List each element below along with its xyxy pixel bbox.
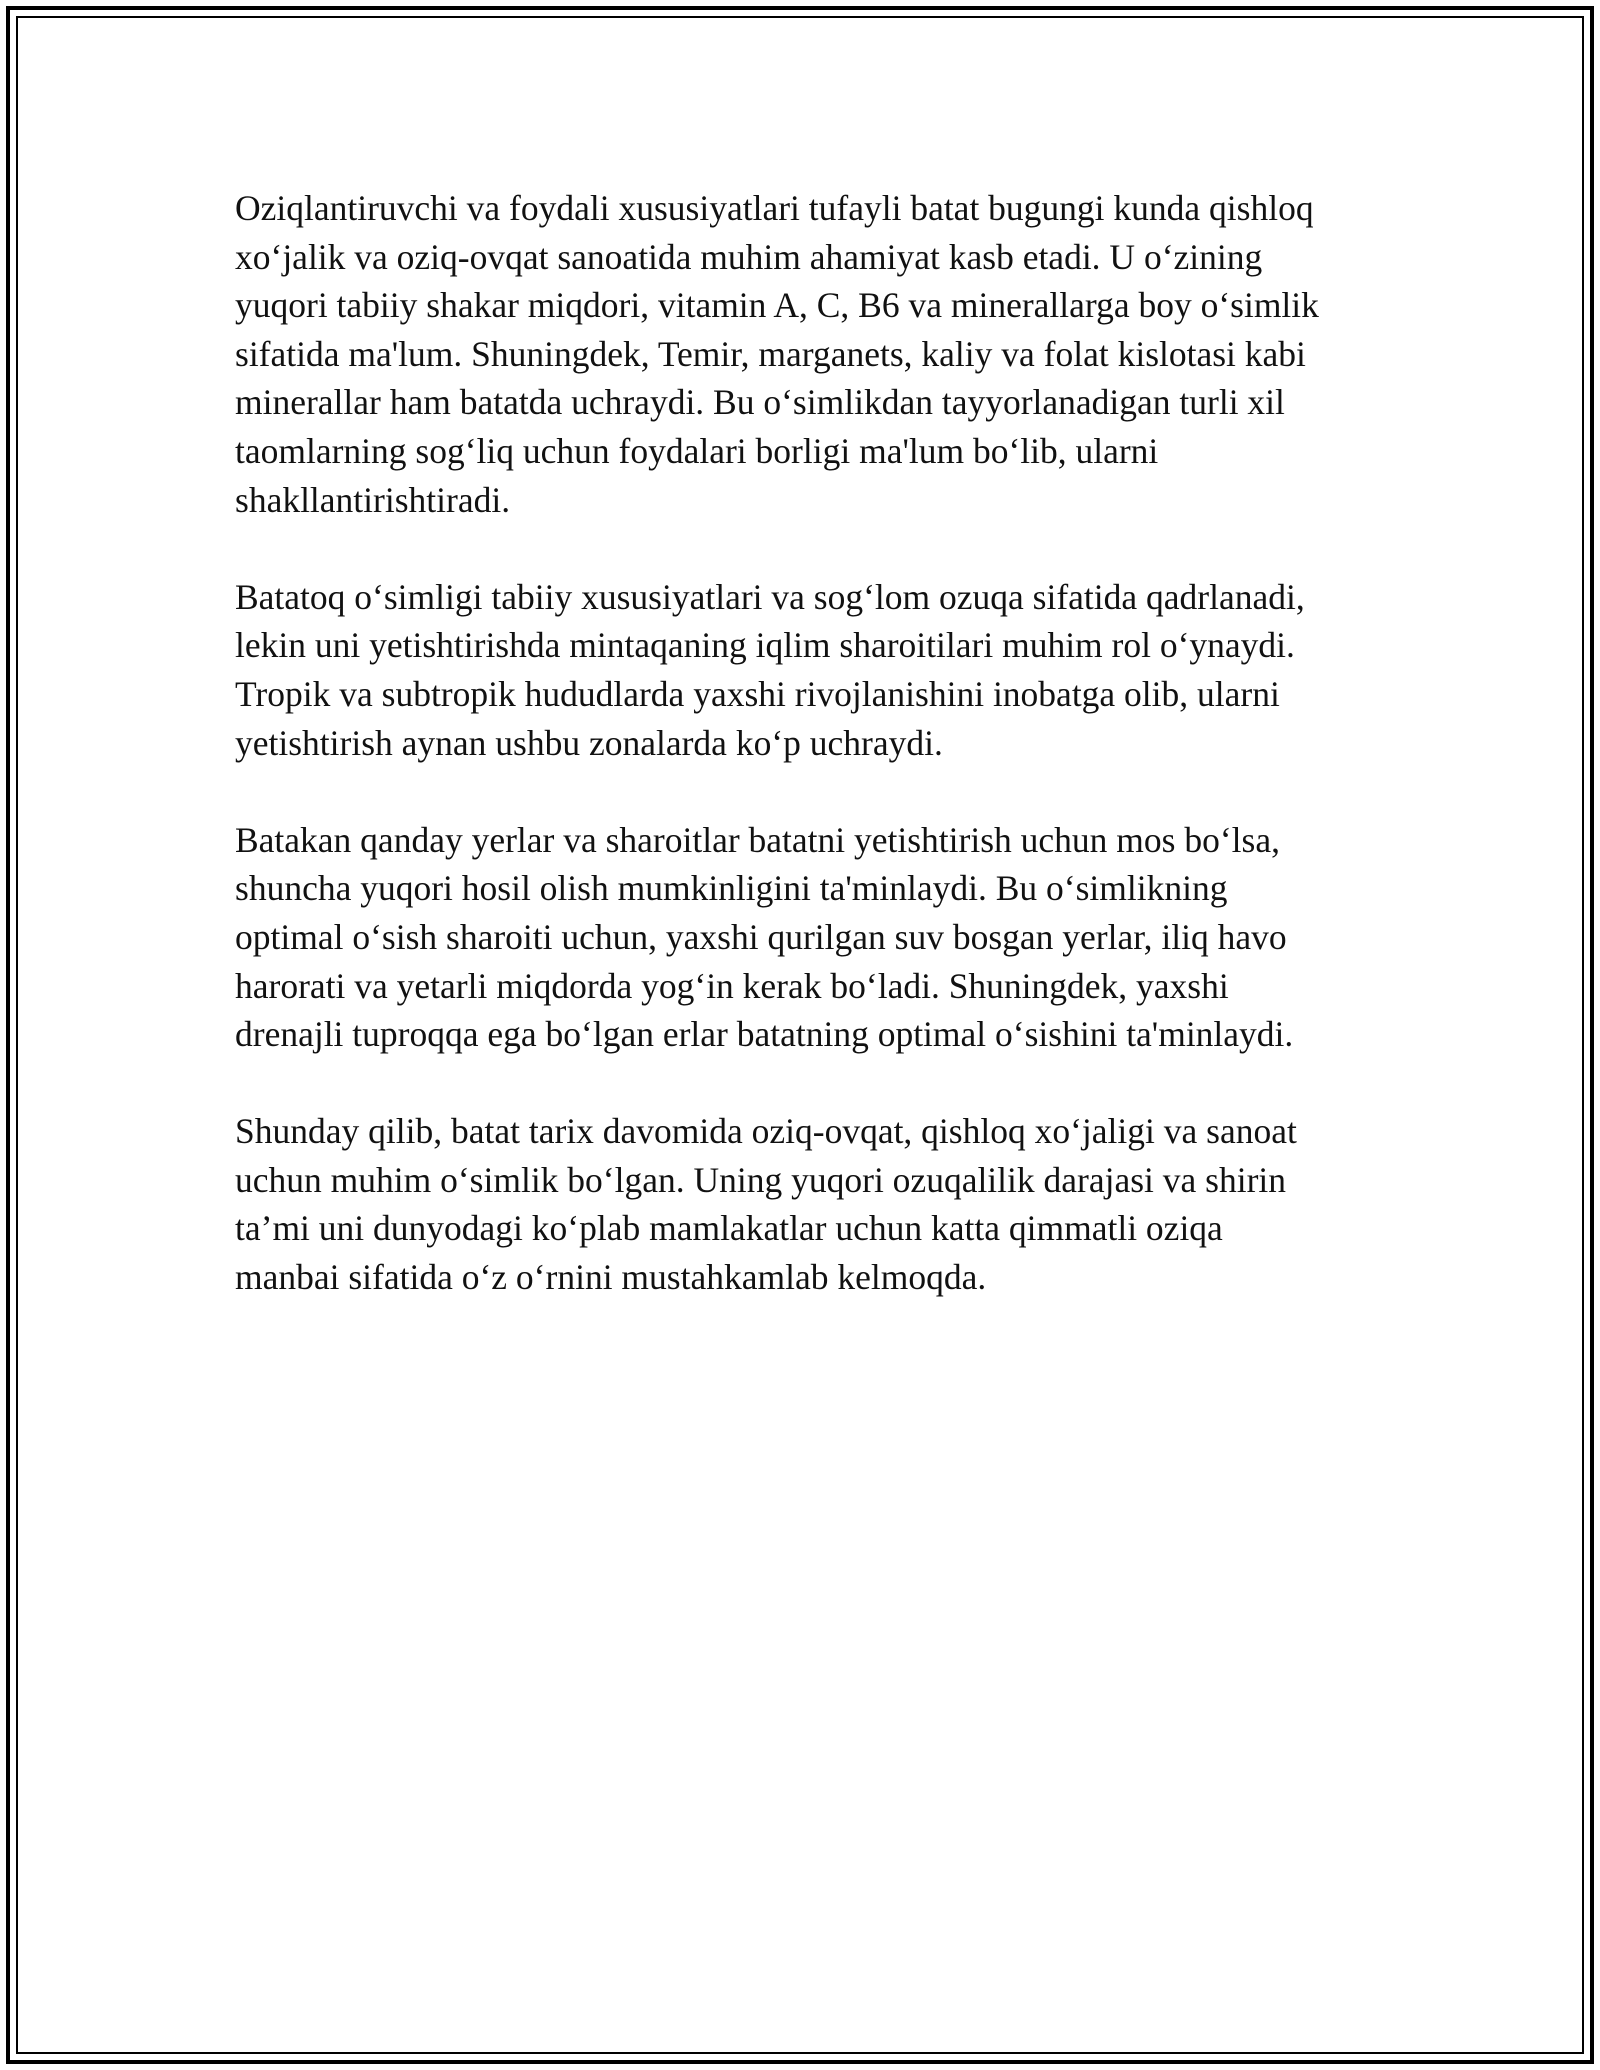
paragraph-2: Batatoq o‘simligi tabiiy xususiyatlari va sog‘lom ozuqa sifatida qadrlanadi, lekin uni yetishtirishda mintaqaning iqlim sharoitilari muhim rol o‘ynaydi. Tropik va subtropik hududlarda yaxshi rivojlanishini inobatga olib, ularni yetishtirish aynan ushbu zonalarda ko‘p uchraydi. bbox=[235, 576, 1305, 763]
document-body bbox=[235, 184, 1365, 1350]
paragraph-1: Oziqlantiruvchi va foydali xususiyatlari tufayli batat bugungi kunda qishloq xo‘jalik va oziq-ovqat sanoatida muhim ahamiyat kasb etadi. U o‘zining yuqori tabiiy shakar miqdori, vitamin A, C, B6 va minerallarga boy o‘simlik sifatida ma'lum. Shuningdek, Temir, marganets, kaliy va folat kislotasi kabi minerallar ham batatda uchraydi. Bu o‘simlikdan tayyorlanadigan turli xil taomlarning sog‘liq uchun foydalari borligi ma'lum bo‘lib, ularni shakllantirishtiradi. bbox=[235, 188, 1319, 520]
paragraph-4: Shunday qilib, batat tarix davomida oziq-ovqat, qishloq xo‘jaligi va sanoat uchun muhim o‘simlik bo‘lgan. Uning yuqori ozuqalilik darajasi va shirin ta’mi uni dunyodagi ko‘plab mamlakatlar uchun katta qimmatli oziqa manbai sifatida o‘z o‘rnini mustahkamlab kelmoqda. bbox=[235, 1111, 1297, 1298]
paragraph-3: Batakan qanday yerlar va sharoitlar batatni yetishtirish uchun mos bo‘lsa, shuncha yuqori hosil olish mumkinligini ta'minlaydi. Bu o‘simlikning optimal o‘sish sharoiti uchun, yaxshi qurilgan suv bosgan yerlar, iliq havo harorati va yetarli miqdorda yog‘in kerak bo‘ladi. Shuningdek, yaxshi drenajli tuproqqa ega bo‘lgan erlar batatning optimal o‘sishini ta'minlaydi. bbox=[235, 819, 1294, 1055]
